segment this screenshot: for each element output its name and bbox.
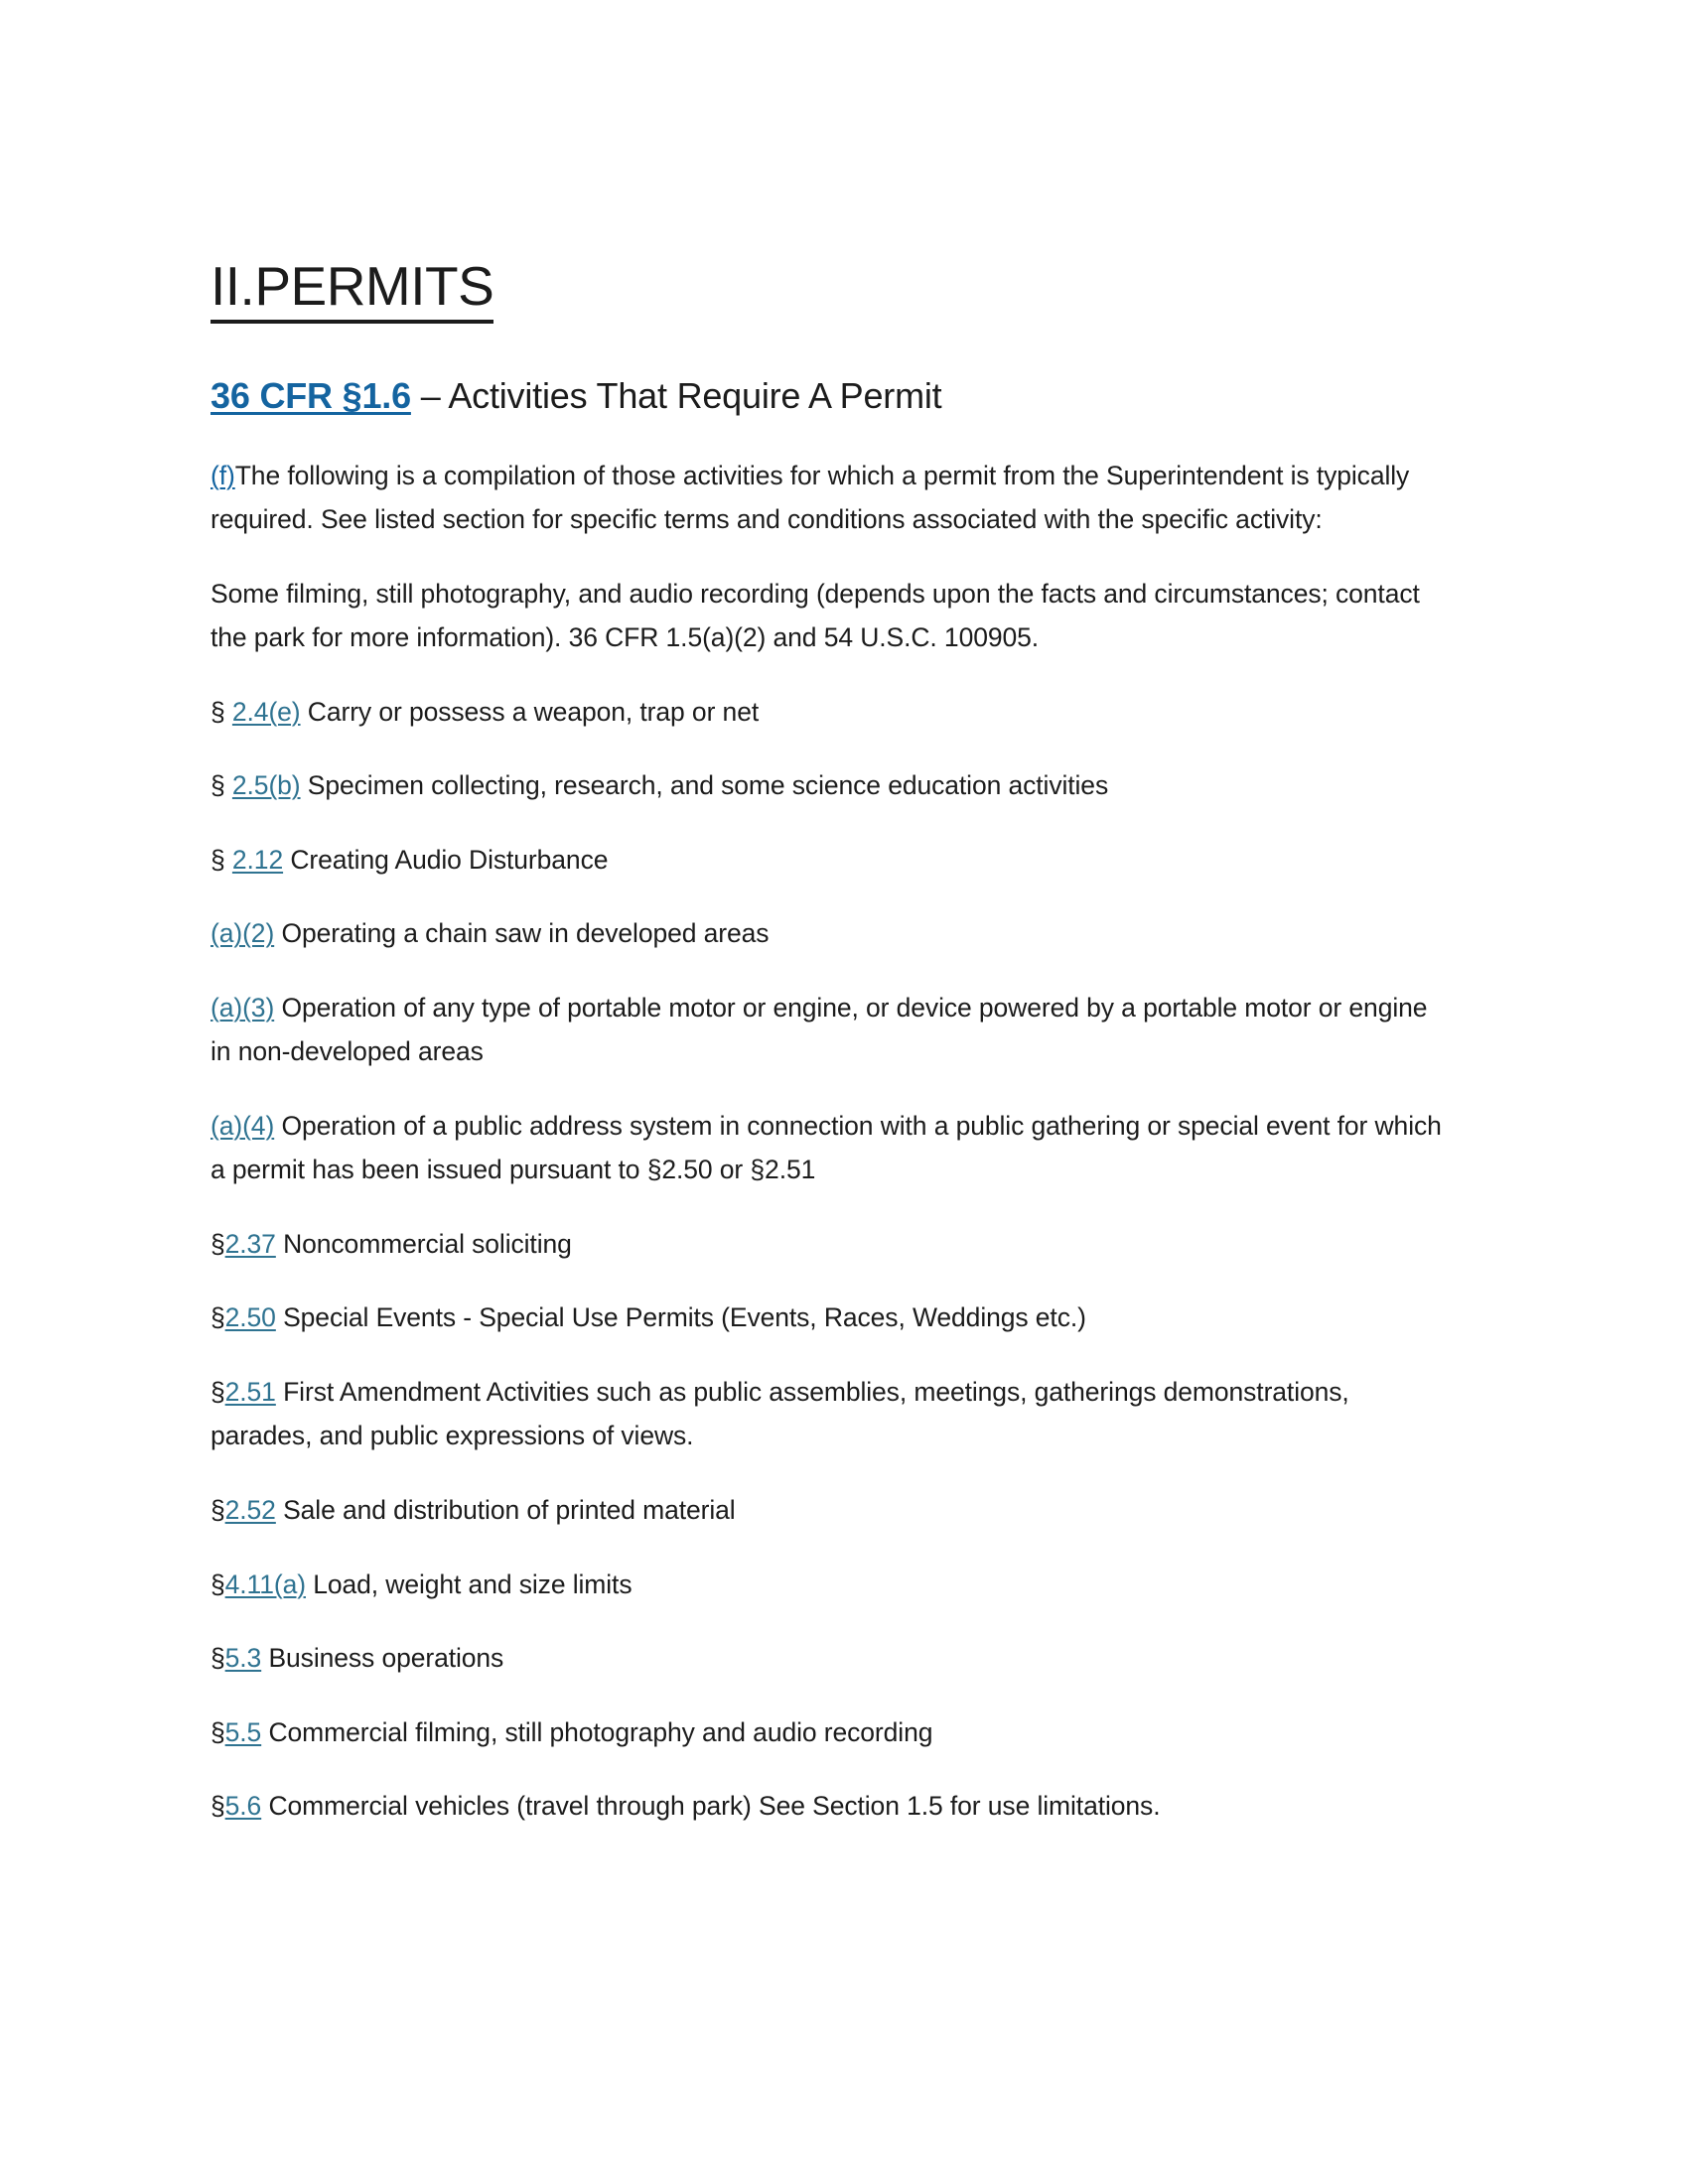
- permit-item-text: Special Events - Special Use Permits (Events, Races, Weddings etc.): [275, 1302, 1086, 1333]
- section-link[interactable]: (a)(3): [211, 992, 275, 1023]
- cfr-1-6-link[interactable]: 36 CFR §1.6: [211, 374, 411, 416]
- permit-item-text: Operating a chain saw in developed areas: [274, 918, 770, 949]
- section-link[interactable]: 2.52: [224, 1495, 276, 1525]
- intro-paragraph-text: The following is a compilation of those activities for which a permit from the Superintendent is typically required. See listed section for specific terms and conditions associated with the specific activity:: [211, 460, 1410, 535]
- subsection-f-link[interactable]: (f): [211, 460, 235, 490]
- permit-item: [211, 763, 1447, 808]
- permit-item-text: Creating Audio Disturbance: [283, 844, 609, 875]
- permit-item: [211, 1104, 1447, 1192]
- section-link[interactable]: 2.51: [224, 1376, 276, 1407]
- section-link[interactable]: 5.5: [224, 1716, 262, 1747]
- permit-item-text: Carry or possess a weapon, trap or net: [300, 696, 760, 727]
- permit-item-text: Operation of a public address system in connection with a public gathering or special event for which a permit has been issued pursuant to §2.50 or §2.51: [211, 1110, 1442, 1185]
- section-symbol: §: [211, 696, 232, 727]
- permit-item-text: Commercial filming, still photography and audio recording: [261, 1716, 933, 1747]
- section-symbol: §: [211, 1716, 225, 1747]
- permit-item: [211, 1710, 1447, 1755]
- filming-paragraph: Some filming, still photography, and audio recording (depends upon the facts and circumstances; contact the park for more information). 36 CFR 1.5(a)(2) and 54 U.S.C. 100905.: [211, 578, 1420, 653]
- section-heading-rest: – Activities That Require A Permit: [410, 374, 942, 416]
- permit-item-text: Sale and distribution of printed material: [275, 1495, 736, 1525]
- section-link[interactable]: 2.37: [224, 1228, 276, 1259]
- section-symbol: §: [211, 1569, 225, 1599]
- permit-item-text: Noncommercial soliciting: [275, 1228, 572, 1259]
- section-symbol: §: [211, 1376, 225, 1407]
- permit-item: [211, 1370, 1447, 1458]
- permit-item: [211, 1636, 1447, 1681]
- permit-item: [211, 1296, 1447, 1340]
- document-content: [211, 255, 1447, 1858]
- permit-item: [211, 911, 1447, 956]
- section-symbol: §: [211, 1302, 225, 1333]
- permit-item: [211, 690, 1447, 735]
- section-link[interactable]: (a)(4): [211, 1110, 275, 1141]
- permit-item-text: Commercial vehicles (travel through park) See Section 1.5 for use limitations.: [261, 1791, 1161, 1822]
- section-link[interactable]: 2.5(b): [231, 770, 301, 801]
- permit-item: [211, 1563, 1447, 1607]
- section-link[interactable]: 4.11(a): [224, 1569, 306, 1599]
- section-symbol: §: [211, 844, 232, 875]
- section-link[interactable]: 2.4(e): [231, 696, 301, 727]
- permit-item: [211, 986, 1447, 1074]
- intro-paragraph: [211, 454, 1447, 542]
- section-symbol: §: [211, 1228, 225, 1259]
- section-symbol: §: [211, 1495, 225, 1525]
- permit-item: [211, 1488, 1447, 1533]
- section-link[interactable]: 5.6: [224, 1791, 262, 1822]
- section-symbol: §: [211, 1643, 225, 1674]
- permit-item-text: Business operations: [261, 1643, 504, 1674]
- permit-item-text: Specimen collecting, research, and some science education activities: [300, 770, 1109, 801]
- permit-item: [211, 1222, 1447, 1267]
- page-title: [211, 255, 1447, 324]
- permit-item-text: First Amendment Activities such as public assemblies, meetings, gatherings demonstrations, parades, and public expressions of views.: [211, 1376, 1349, 1451]
- section-symbol: §: [211, 1791, 225, 1822]
- permit-item: [211, 1784, 1447, 1829]
- section-link[interactable]: 2.50: [224, 1302, 276, 1333]
- section-heading: [211, 373, 1447, 418]
- section-link[interactable]: 2.12: [231, 844, 284, 875]
- section-link[interactable]: 5.3: [224, 1643, 262, 1674]
- permit-item-text: Load, weight and size limits: [305, 1569, 633, 1599]
- section-symbol: §: [211, 770, 232, 801]
- permit-item-text: Operation of any type of portable motor or engine, or device powered by a portable motor or engine in non-developed areas: [211, 992, 1428, 1067]
- page-title-text: II.PERMITS: [211, 258, 493, 324]
- section-link[interactable]: (a)(2): [211, 918, 275, 949]
- permit-item: [211, 838, 1447, 883]
